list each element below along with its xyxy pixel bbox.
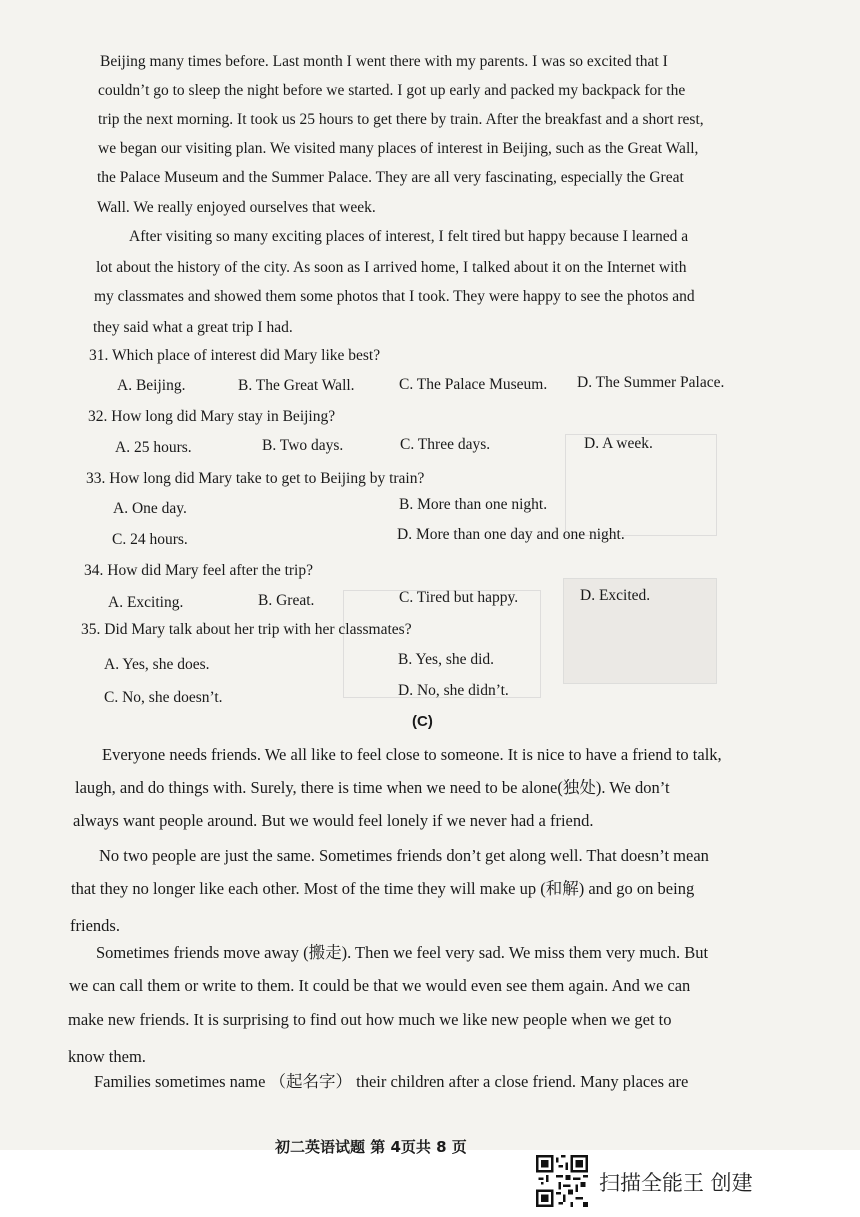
passage-line: know them. [68, 1047, 146, 1066]
passage-line: we began our visiting plan. We visited many places of interest in Beijing, such as the Great Wall, [98, 140, 699, 157]
passage-line: No two people are just the same. Sometimes friends don’t get along well. That doesn’t mean [99, 846, 709, 865]
option-c: C. No, she doesn’t. [104, 689, 223, 706]
passage-line: always want people around. But we would feel lonely if we never had a friend. [73, 811, 594, 830]
option-c: C. The Palace Museum. [399, 376, 548, 393]
question-stem: 34. How did Mary feel after the trip? [84, 562, 313, 579]
scanner-label: 扫描全能王 创建 [599, 1171, 753, 1195]
question-stem: 33. How long did Mary take to get to Beijing by train? [86, 470, 425, 487]
question-stem: 31. Which place of interest did Mary like best? [89, 347, 381, 364]
question-stem: 32. How long did Mary stay in Beijing? [88, 408, 336, 425]
passage-line: Beijing many times before. Last month I went there with my parents. I was so excited that I [100, 53, 668, 70]
passage-line: Everyone needs friends. We all like to feel close to someone. It is nice to have a friend to talk, [102, 745, 722, 764]
option-b: B. The Great Wall. [238, 377, 355, 394]
passage-line: Families sometimes name （起名字） their children after a close friend. Many places are [94, 1072, 689, 1091]
option-d: D. The Summer Palace. [577, 374, 725, 391]
passage-line: laugh, and do things with. Surely, there is time when we need to be alone(独处). We don’t [75, 778, 670, 797]
scanner-watermark [536, 1153, 836, 1208]
section-heading: (C) [412, 713, 433, 730]
option-c: C. 24 hours. [112, 531, 188, 548]
passage-line: lot about the history of the city. As soon as I arrived home, I talked about it on the Internet with [96, 259, 687, 276]
option-c: C. Three days. [400, 436, 491, 453]
option-a: A. 25 hours. [115, 439, 192, 456]
passage-line: friends. [70, 916, 120, 935]
qr-code-icon [536, 1155, 588, 1207]
passage-line: that they no longer like each other. Most of the time they will make up (和解) and go on being [71, 879, 695, 898]
option-d: D. Excited. [580, 587, 651, 604]
option-a: A. Beijing. [117, 377, 186, 394]
option-d: D. A week. [584, 435, 653, 452]
passage-line: Sometimes friends move away (搬走). Then we feel very sad. We miss them very much. But [96, 943, 709, 962]
option-a: A. One day. [113, 500, 187, 517]
option-b: B. Great. [258, 592, 315, 609]
passage-line: trip the next morning. It took us 25 hours to get there by train. After the breakfast and a short rest, [98, 111, 704, 128]
passage-line: we can call them or write to them. It could be that we would even see them again. And we can [69, 976, 691, 995]
option-d: D. More than one day and one night. [397, 526, 625, 543]
option-a: A. Exciting. [108, 594, 184, 611]
passage-line: couldn’t go to sleep the night before we started. I got up early and packed my backpack for the [98, 82, 686, 99]
passage-line: make new friends. It is surprising to find out how much we like new people when we get to [68, 1010, 672, 1029]
passage-line: my classmates and showed them some photos that I took. They were happy to see the photos and [94, 288, 695, 305]
passage-line: the Palace Museum and the Summer Palace. They are all very fascinating, especially the Great [97, 169, 684, 186]
option-b: B. Two days. [262, 437, 344, 454]
passage-line: After visiting so many exciting places of interest, I felt tired but happy because I learned a [129, 228, 689, 245]
question-stem: 35. Did Mary talk about her trip with her classmates? [81, 621, 412, 638]
passage-line: they said what a great trip I had. [93, 319, 293, 336]
option-b: B. More than one night. [399, 496, 548, 513]
option-a: A. Yes, she does. [104, 656, 210, 673]
option-b: B. Yes, she did. [398, 651, 495, 668]
passage-line: Wall. We really enjoyed ourselves that week. [97, 199, 376, 216]
option-c: C. Tired but happy. [399, 589, 519, 606]
page-footer: 初二英语试题 第 4页共 8 页 [275, 1138, 467, 1156]
option-d: D. No, she didn’t. [398, 682, 509, 699]
